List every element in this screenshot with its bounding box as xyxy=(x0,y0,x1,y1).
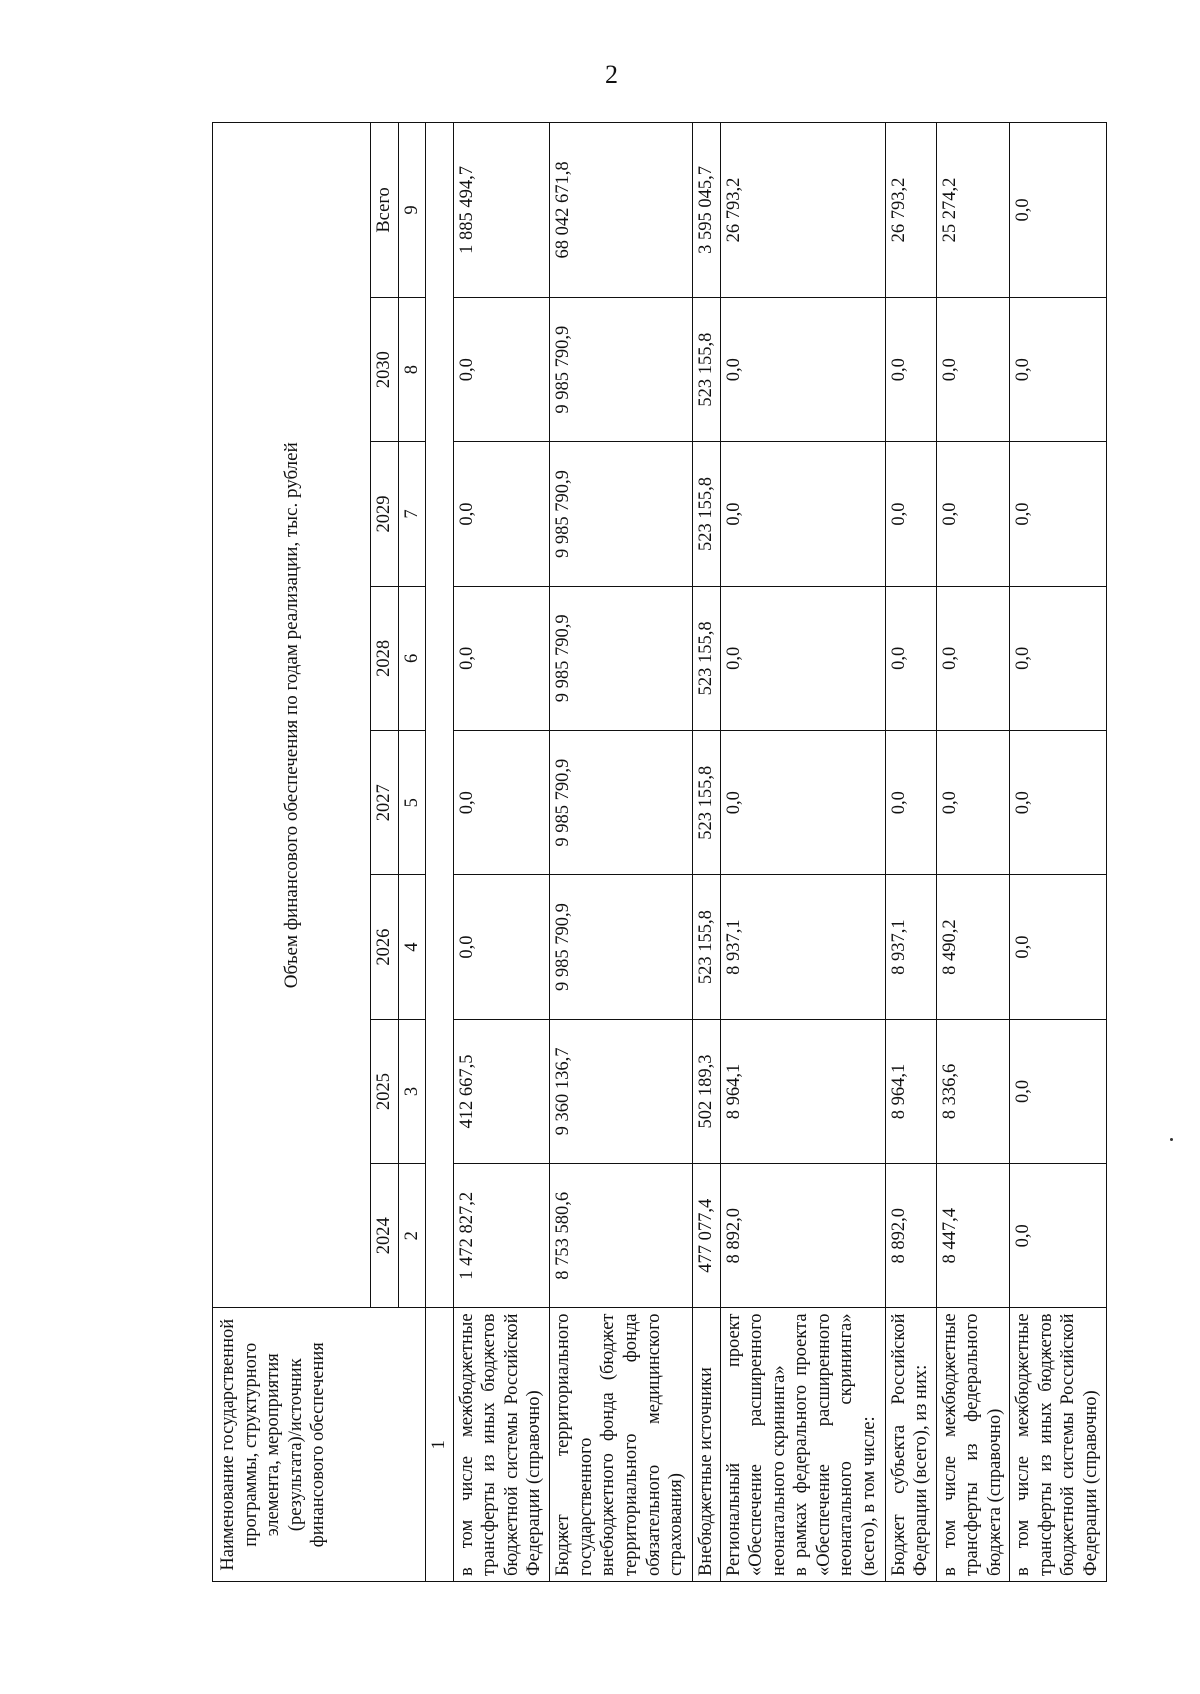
year-header: 2025 xyxy=(371,1019,399,1163)
column-number: 5 xyxy=(398,731,426,875)
value-cell: 68 042 671,8 xyxy=(550,123,692,298)
page-number: 2 xyxy=(605,60,618,89)
value-cell: 9 985 790,9 xyxy=(550,731,692,875)
header-first-col-number-row xyxy=(426,123,454,1582)
column-number: 3 xyxy=(398,1019,426,1163)
rotated-table-wrapper xyxy=(212,122,1107,1582)
table-row xyxy=(720,123,885,1582)
value-cell: 0,0 xyxy=(885,442,936,586)
column-number: 1 xyxy=(426,1308,454,1582)
column-number: 9 xyxy=(398,123,426,298)
value-cell: 9 985 790,9 xyxy=(550,875,692,1019)
value-cell: 0,0 xyxy=(1010,586,1107,730)
value-cell: 8 964,1 xyxy=(720,1019,885,1163)
value-cell: 523 155,8 xyxy=(692,731,720,875)
value-cell: 0,0 xyxy=(885,731,936,875)
row-name-main: Региональный проект «Обеспечение расширенного неонатального скрининга» xyxy=(723,1313,789,1576)
table-row xyxy=(1010,123,1107,1582)
year-header: 2028 xyxy=(371,586,399,730)
value-cell: 0,0 xyxy=(1010,1164,1107,1308)
value-cell: 523 155,8 xyxy=(692,586,720,730)
value-cell: 0,0 xyxy=(453,875,550,1019)
value-cell: 412 667,5 xyxy=(453,1019,550,1163)
value-cell: 25 274,2 xyxy=(936,123,1010,298)
value-cell: 523 155,8 xyxy=(692,297,720,441)
column-number: 6 xyxy=(398,586,426,730)
value-cell: 0,0 xyxy=(936,297,1010,441)
column-number: 4 xyxy=(398,875,426,1019)
value-cell: 0,0 xyxy=(720,731,885,875)
value-cell: 0,0 xyxy=(936,442,1010,586)
value-cell: 9 985 790,9 xyxy=(550,586,692,730)
value-cell: 0,0 xyxy=(453,442,550,586)
value-cell: 0,0 xyxy=(453,731,550,875)
value-cell: 502 189,3 xyxy=(692,1019,720,1163)
value-cell: 0,0 xyxy=(1010,875,1107,1019)
value-cell: 0,0 xyxy=(1010,731,1107,875)
table-row xyxy=(936,123,1010,1582)
year-header: 2026 xyxy=(371,875,399,1019)
table-row xyxy=(885,123,936,1582)
value-cell: 1 885 494,7 xyxy=(453,123,550,298)
value-cell: 0,0 xyxy=(936,586,1010,730)
value-cell: 0,0 xyxy=(885,586,936,730)
value-cell: 3 595 045,7 xyxy=(692,123,720,298)
value-cell: 8 892,0 xyxy=(720,1164,885,1308)
value-cell: 0,0 xyxy=(720,442,885,586)
financing-table xyxy=(212,122,1107,1582)
value-cell: 0,0 xyxy=(1010,1019,1107,1163)
header-row-1 xyxy=(213,123,371,1582)
value-cell: 8 964,1 xyxy=(885,1019,936,1163)
value-cell: 523 155,8 xyxy=(692,442,720,586)
value-cell: 8 447,4 xyxy=(936,1164,1010,1308)
value-cell: 523 155,8 xyxy=(692,875,720,1019)
row-name: в том числе межбюджетные трансферты из иных бюджетов бюджетной системы Российской Федерации (справочно) xyxy=(1010,1308,1107,1582)
value-cell: 0,0 xyxy=(1010,123,1107,298)
year-header: 2030 xyxy=(371,297,399,441)
scan-speck xyxy=(1170,1138,1173,1141)
total-header: Всего xyxy=(371,123,399,298)
column-number: 7 xyxy=(398,442,426,586)
value-cell: 8 892,0 xyxy=(885,1164,936,1308)
row-name: Бюджет субъекта Российской Федерации (всего), из них: xyxy=(885,1308,936,1582)
value-cell: 8 937,1 xyxy=(885,875,936,1019)
value-cell: 9 985 790,9 xyxy=(550,297,692,441)
year-header: 2029 xyxy=(371,442,399,586)
value-cell: 0,0 xyxy=(936,731,1010,875)
value-cell: 26 793,2 xyxy=(720,123,885,298)
table-row xyxy=(692,123,720,1582)
value-cell: 477 077,4 xyxy=(692,1164,720,1308)
row-name: Внебюджетные источники xyxy=(692,1308,720,1582)
value-cell: 0,0 xyxy=(453,586,550,730)
value-cell: 0,0 xyxy=(720,297,885,441)
row-name: в том числе межбюджетные трансферты из иных бюджетов бюджетной системы Российской Федерации (справочно) xyxy=(453,1308,550,1582)
column-number: 8 xyxy=(398,297,426,441)
value-cell: 9 985 790,9 xyxy=(550,442,692,586)
column-number: 2 xyxy=(398,1164,426,1308)
row-name: Бюджет территориального государственного внебюджетного фонда (бюджет территориального фонда обязательного медицинского страхования) xyxy=(550,1308,692,1582)
value-cell: 0,0 xyxy=(720,586,885,730)
table-row xyxy=(550,123,692,1582)
year-header: 2024 xyxy=(371,1164,399,1308)
value-cell: 8 336,6 xyxy=(936,1019,1010,1163)
value-cell: 9 360 136,7 xyxy=(550,1019,692,1163)
table-row xyxy=(453,123,550,1582)
value-cell: 0,0 xyxy=(453,297,550,441)
row-name-extra: в рамках федерального проекта «Обеспечение расширенного неонатального скрининга» (всего), в том числе: xyxy=(791,1313,879,1576)
row-name xyxy=(720,1308,885,1582)
value-cell: 0,0 xyxy=(885,297,936,441)
value-cell: 8 937,1 xyxy=(720,875,885,1019)
name-column-header: Наименование государственной программы, структурного элемента, мероприятия (результата)/источник финансового обеспечения xyxy=(213,1308,426,1582)
volume-header: Объем финансового обеспечения по годам реализации, тыс. рублей xyxy=(213,123,371,1308)
value-cell: 26 793,2 xyxy=(885,123,936,298)
year-header: 2027 xyxy=(371,731,399,875)
value-cell: 8 490,2 xyxy=(936,875,1010,1019)
value-cell: 0,0 xyxy=(1010,442,1107,586)
value-cell: 0,0 xyxy=(1010,297,1107,441)
value-cell: 1 472 827,2 xyxy=(453,1164,550,1308)
row-name: в том числе межбюджетные трансферты из федерального бюджета (справочно) xyxy=(936,1308,1010,1582)
value-cell: 8 753 580,6 xyxy=(550,1164,692,1308)
